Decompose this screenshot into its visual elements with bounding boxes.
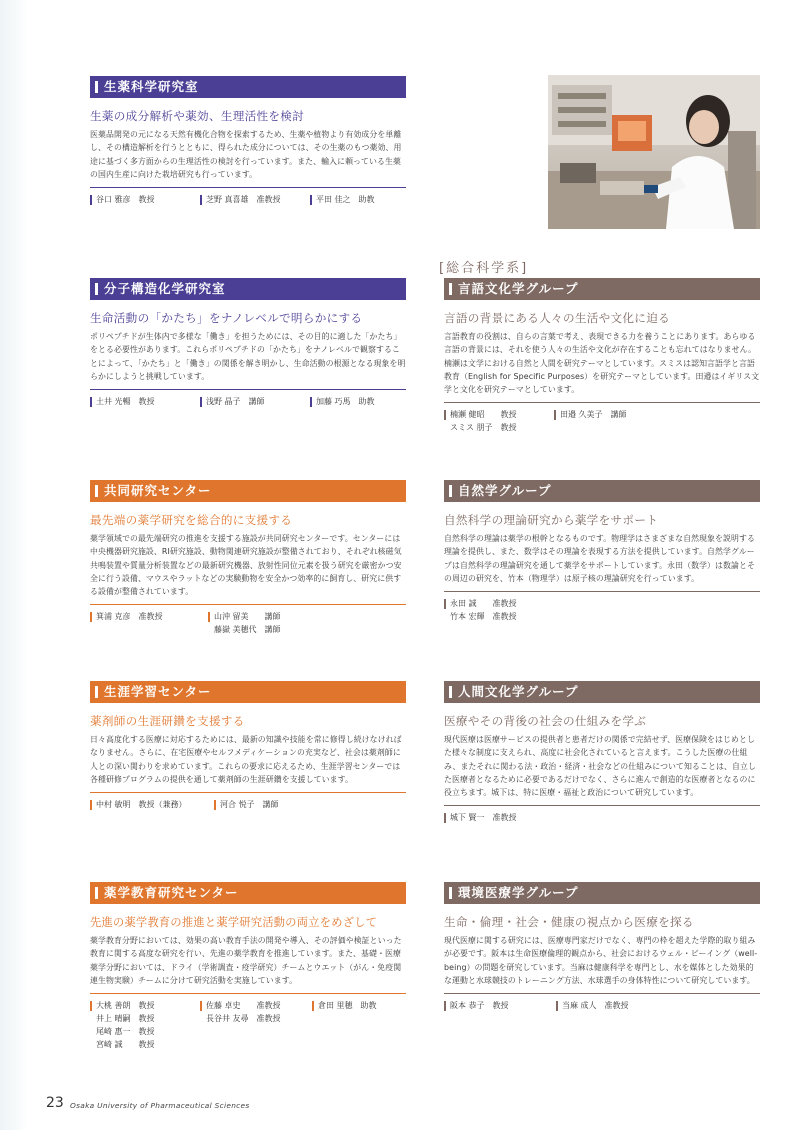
staff-member: 山沖 留美 講師 [214, 612, 281, 622]
staff-member: 大桃 善朗 教授 [96, 1001, 155, 1011]
section-header: 生薬科学研究室 [90, 76, 406, 98]
staff-member: 阪本 恭子 教授 [444, 999, 556, 1012]
staff-list [90, 610, 406, 636]
staff-list [90, 395, 406, 408]
staff-list [444, 408, 760, 434]
section-body: 薬学教育分野においては、効果の高い教育手法の開発や導入、その評価や検証といった教育に関する高度な研究を行い、先進の薬学教育を推進しています。また、基礎・医療薬学分野においては、ドライ（学術調査・疫学研究）チームとウエット（がん・免疫関連生物実験）チームに分けて研究活動を実施しています。 [90, 936, 402, 985]
section-kyodo [90, 480, 406, 636]
section-header: 言語文化学グループ [444, 278, 760, 300]
section-subtitle: 薬剤師の生涯研鑽を支援する [90, 714, 245, 728]
divider [90, 187, 406, 188]
staff-list [444, 999, 760, 1012]
staff-member: 藤嶽 美穂代 講師 [214, 625, 281, 635]
section-body: 言語教育の役割は、自らの言葉で考え、表現できる力を養うことにあります。あらゆる言語の背景には、それを使う人々の生活や文化が存在することも忘れてはなりません。楠瀬は文学における自然と人間を研究テーマとしています。スミスは認知言語学と言語教育（English for Specific Purposes）を研究テーマとしています。田邉はイギリス文学と文化を研究テーマとしています。 [444, 332, 760, 395]
section-kyoiku [90, 882, 406, 1051]
divider [444, 805, 760, 806]
section-body: 現代医療は医療サービスの提供者と患者だけの関係で完結せず、医療保険をはじめとした様々な制度に支えられ、高度に社会化されていると言えます。こうした医療の仕組み、またそれに関わる法・政治・経済・社会などの仕組みについて知ることは、自立した医療者となるために必要であるだけでなく、さらに進んで創造的な医療者となるのに役立ちます。城下は、特に医療・福祉と政治について研究しています。 [444, 735, 756, 798]
section-header: 薬学教育研究センター [90, 882, 406, 904]
divider [90, 389, 406, 390]
section-subtitle: 最先端の薬学研究を総合的に支援する [90, 513, 293, 527]
staff-member: 井上 晴嗣 教授 [96, 1014, 155, 1024]
section-subtitle: 生命・倫理・社会・健康の視点から医療を探る [444, 915, 694, 929]
section-body: 薬学領域での最先端研究の推進を支援する施設が共同研究センターです。センターには中央機器研究施設、RI研究施設、動物関連研究施設が整備されており、それぞれ核磁気共鳴装置や質量分析装置などの最新研究機器、放射性同位元素を扱う研究を厳密かつ安全に行う設備、マウスやラットなどの実験動物を安全かつ効率的に飼育し、研究に供する設備が整備されています。 [90, 534, 402, 597]
section-subtitle: 先進の薬学教育の推進と薬学研究活動の両立をめざして [90, 916, 378, 929]
divider [90, 604, 406, 605]
staff-group [200, 999, 312, 1051]
staff-list [90, 999, 406, 1051]
section-header: 共同研究センター [90, 480, 406, 502]
staff-member: 倉田 里穂 助教 [312, 999, 402, 1051]
staff-member: 尾崎 惠一 教授 [96, 1027, 155, 1037]
staff-member: 長谷井 友尋 准教授 [206, 1014, 281, 1024]
staff-group [444, 408, 554, 434]
divider [444, 591, 760, 592]
section-subtitle: 生薬の成分解析や薬効、生理活性を検討 [90, 109, 305, 123]
staff-list [444, 597, 760, 623]
staff-member: 城下 賢一 准教授 [444, 811, 584, 824]
divider [90, 993, 406, 994]
staff-member: 中村 敏明 教授（兼務） [90, 798, 214, 811]
staff-member: 浅野 晶子 講師 [200, 395, 310, 408]
division-title: [総合科学系] [439, 261, 529, 276]
lab-researcher-photo [548, 75, 760, 229]
staff-member: 芝野 真喜雄 准教授 [200, 193, 310, 206]
staff-member: 加藤 巧馬 助教 [310, 395, 400, 408]
section-subtitle: 言語の背景にある人々の生活や文化に迫る [444, 311, 670, 325]
section-shizen [444, 480, 760, 623]
staff-member: 平田 佳之 助教 [310, 193, 400, 206]
staff-member: 当麻 成人 准教授 [556, 999, 676, 1012]
section-gengo [444, 278, 760, 434]
staff-member: スミス 朋子 教授 [450, 423, 517, 433]
section-ningen [444, 681, 760, 824]
staff-list [444, 811, 760, 824]
divider [90, 792, 406, 793]
staff-member: 土井 光暢 教授 [90, 395, 200, 408]
section-shogai [90, 681, 406, 811]
divider [444, 993, 760, 994]
staff-member: 宮崎 誠 教授 [96, 1040, 155, 1050]
section-kankyo [444, 882, 760, 1012]
section-subtitle: 生命活動の「かたち」をナノレベルで明らかにする [90, 311, 363, 325]
section-body: ポリペプチドが生体内で多様な「働き」を担うためには、その目的に適した「かたち」をとる必要性があります。これらポリペプチドの「かたち」をナノレベルで観察することによって、「かたち」と「働き」の関係を解き明かし、生命活動の根源となる現象を明らかにしようと挑戦しています。 [90, 332, 406, 381]
section-header: 分子構造化学研究室 [90, 278, 406, 300]
section-subtitle: 自然科学の理論研究から薬学をサポート [444, 513, 659, 527]
divider [444, 402, 760, 403]
section-body: 自然科学の理論は薬学の根幹となるものです。物理学はさまざまな自然現象を説明する理論を提供し、また、数学はその理論を表現する方法を提供しています。自然学グループは自然科学の理論研究を通して薬学をサポートしています。永田（数学）は数論とその周辺の研究を、竹本（物理学）は原子核の理論研究を行っています。 [444, 534, 756, 583]
staff-member: 佐藤 卓史 准教授 [206, 1001, 281, 1011]
left-edge-shade [0, 0, 28, 1130]
section-header: 環境医療学グループ [444, 882, 760, 904]
section-body: 現代医療に関する研究には、医療専門家だけでなく、専門の枠を超えた学際的取り組みが必要です。阪本は生命医療倫理的観点から、社会におけるウェル・ビーイング（well-being）の問題を研究しています。当麻は健康科学を専門とし、水を媒体とした効果的な運動と水球競技のトレーニング方法、水球選手の身体特性について研究しています。 [444, 936, 758, 985]
staff-member: 田邉 久美子 講師 [554, 408, 694, 434]
section-header: 人間文化学グループ [444, 681, 760, 703]
staff-member: 谷口 雅彦 教授 [90, 193, 200, 206]
section-header: 自然学グループ [444, 480, 760, 502]
section-body: 日々高度化する医療に対応するためには、最新の知識や技能を常に修得し続けなければなりません。さらに、在宅医療やセルフメディケーションの充実など、社会は薬剤師に人との深い関わりを求めています。これらの要求に応えるため、生涯学習センターでは各種研修プログラムの提供を通して薬剤師の生涯研鑽を支援しています。 [90, 735, 402, 784]
staff-member: 箕浦 克彦 准教授 [90, 610, 208, 636]
section-shoyaku [90, 76, 406, 206]
section-header: 生涯学習センター [90, 681, 406, 703]
staff-group [208, 610, 348, 636]
section-bunshi [90, 278, 406, 408]
staff-member: 永田 誠 准教授 [450, 599, 517, 609]
university-name: Osaka University of Pharmaceutical Sciences [70, 1101, 250, 1110]
staff-list [90, 798, 406, 811]
page-number: 23 [46, 1095, 64, 1111]
section-subtitle: 医療やその背後の社会の仕組みを学ぶ [444, 714, 647, 728]
section-body: 医薬品開発の元になる天然有機化合物を探索するため、生薬や植物より有効成分を単離し、その構造解析を行うとともに、得られた成分については、その生薬のもつ薬効、用途に基づく多方面からの生理活性の検討を行っています。また、輸入に頼っている生薬の国内生産に向けた栽培研究も行っています。 [90, 130, 402, 179]
photo-illustration [548, 75, 760, 229]
staff-member: 河合 悦子 講師 [214, 798, 334, 811]
staff-group [90, 999, 200, 1051]
staff-list [90, 193, 406, 206]
staff-member: 竹本 宏輝 准教授 [450, 612, 517, 622]
staff-member: 楠瀬 健昭 教授 [450, 410, 517, 420]
staff-group [444, 597, 584, 623]
